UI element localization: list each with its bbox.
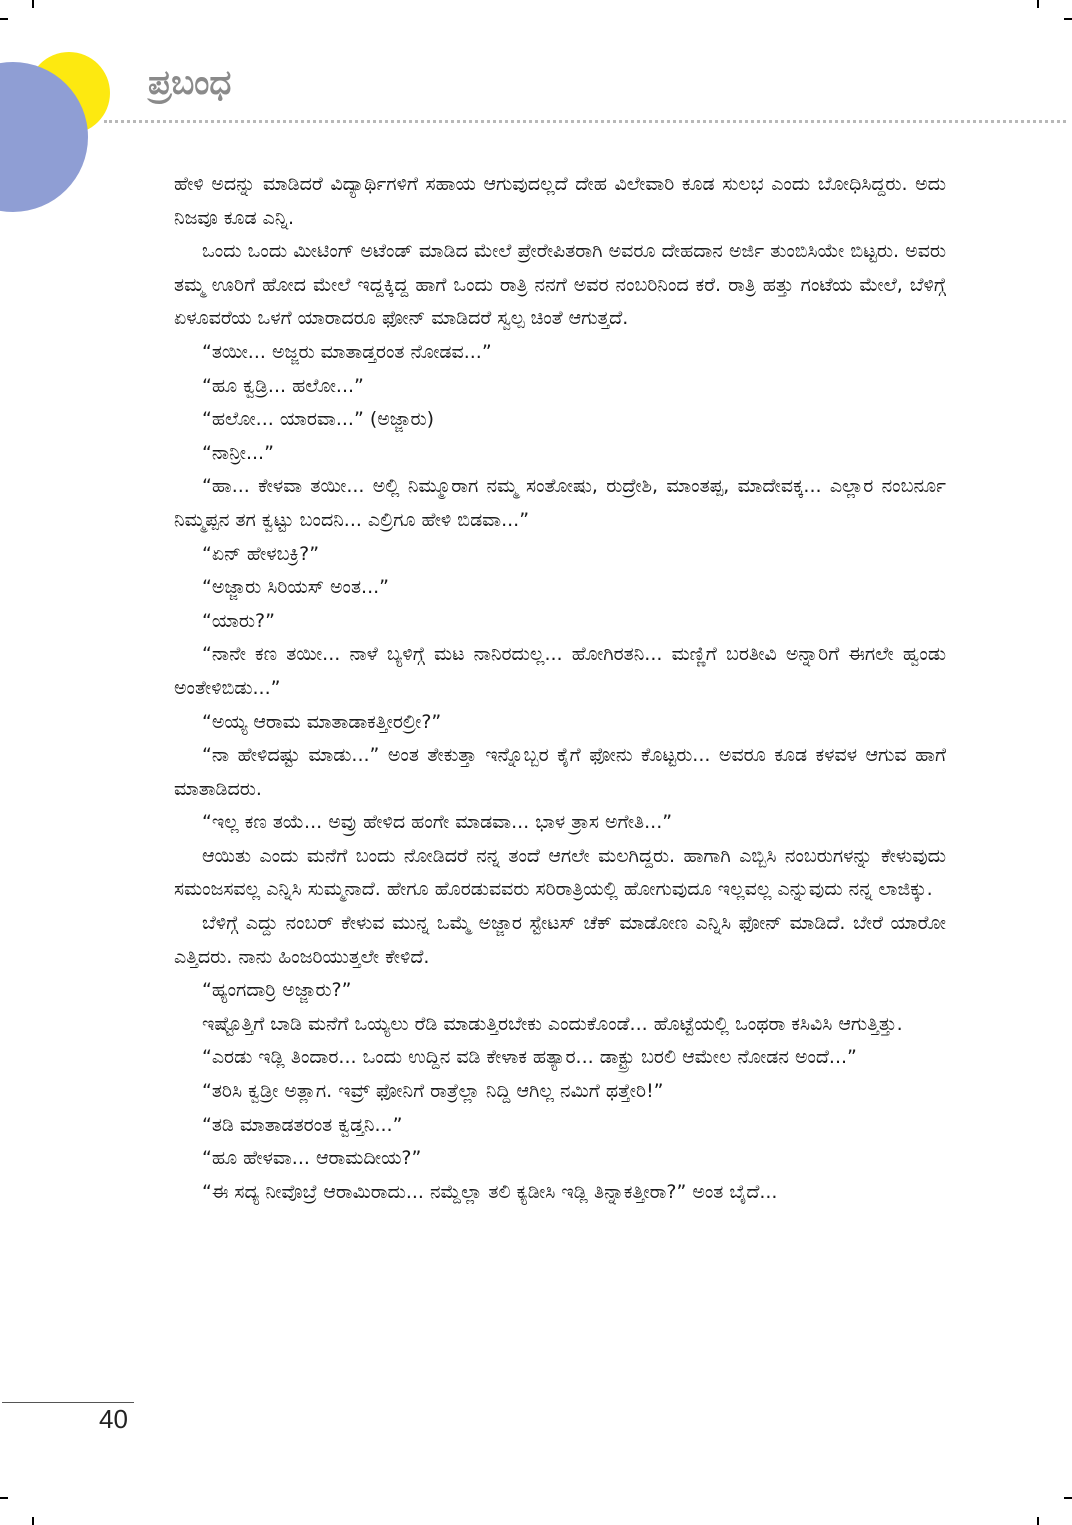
dialogue-line: “ಹಾ... ಕೇಳವಾ ತಯೀ... ಅಲ್ಲಿ ನಿಮ್ಮೂರಾಗ ನಮ್ಮ ಸಂತೋಷು, ರುದ್ರೇಶಿ, ಮಾಂತಪ್ಪ, ಮಾದೇವಕ್ಕ... ಎಲ್ಲಾರ ನಂಬರ್ನೂ ನಿಮ್ಮಪ್ಪನ ತಗ ಕ್ವಟ್ಟು ಬಂದನಿ... ಎಲ್ರಿಗೂ ಹೇಳಿ ಬಿಡವಾ...”: [174, 475, 946, 531]
crop-mark: [1037, 1517, 1039, 1525]
paragraph: ಬೆಳಿಗ್ಗೆ ಎದ್ದು ನಂಬರ್ ಕೇಳುವ ಮುನ್ನ ಒಮ್ಮೆ ಅಜ್ಜಾರ ಸ್ಟೇಟಸ್ ಚೆಕ್ ಮಾಡೋಣ ಎನ್ನಿಸಿ ಫೋನ್ ಮಾಡಿದೆ. ಬೇರೆ ಯಾರೋ ಎತ್ತಿದರು. ನಾನು ಹಿಂಜರಿಯುತ್ತಲೇ ಕೇಳಿದೆ.: [174, 912, 946, 968]
page-number: 40: [99, 1404, 128, 1434]
crop-mark: [1037, 0, 1039, 8]
article-body: [174, 168, 946, 1209]
dialogue-line: “ಅಯ್ಯ ಆರಾಮ ಮಾತಾಡಾಕತ್ತೀರಲ್ರೀ?”: [202, 710, 442, 733]
paragraph: ಆಯಿತು ಎಂದು ಮನೆಗೆ ಬಂದು ನೋಡಿದರೆ ನನ್ನ ತಂದೆ ಆಗಲೇ ಮಲಗಿದ್ದರು. ಹಾಗಾಗಿ ಎಬ್ಬಿಸಿ ನಂಬರುಗಳನ್ನು ಕೇಳುವುದು ಸಮಂಜಸವಲ್ಲ ಎನ್ನಿಸಿ ಸುಮ್ಮನಾದೆ. ಹೇಗೂ ಹೊರಡುವವರು ಸರಿರಾತ್ರಿಯಲ್ಲಿ ಹೋಗುವುದೂ ಇಲ್ಲವಲ್ಲ ಎನ್ನುವುದು ನನ್ನ ಲಾಜಿಕ್ಕು.: [174, 844, 946, 901]
decorative-circles: [0, 0, 160, 220]
dialogue-line: “ಇಲ್ಲ ಕಣ ತಯೆ... ಅವ್ರು ಹೇಳಿದ ಹಂಗೇ ಮಾಡವಾ... ಭಾಳ ತ್ರಾಸ ಅಗೇತಿ...”: [202, 811, 673, 834]
paragraph: “ನಾ ಹೇಳಿದಷ್ಟು ಮಾಡು...” ಅಂತ ತೇಕುತ್ತಾ ಇನ್ನೊಬ್ಬರ ಕೈಗೆ ಫೋನು ಕೊಟ್ಟರು... ಅವರೂ ಕೂಡ ಕಳವಳ ಆಗುವ ಹಾಗೆ ಮಾತಾಡಿದರು.: [174, 744, 946, 800]
crop-mark: [0, 1497, 8, 1499]
dialogue-line: “ತಡಿ ಮಾತಾಡತರಂತ ಕ್ವಡ್ತನಿ...”: [202, 1113, 403, 1136]
dialogue-line: “ಎರಡು ಇಡ್ಲಿ ತಿಂದಾರ... ಒಂದು ಉದ್ದಿನ ವಡಿ ಕೇಳಾಕ ಹತ್ಯಾರ... ಡಾಕ್ಟ್ರು ಬರಲಿ ಆಮೇಲ ನೋಡನ ಅಂದೆ...”: [202, 1046, 857, 1069]
paragraph: ಒಂದು ಒಂದು ಮೀಟಿಂಗ್ ಅಟೆಂಡ್ ಮಾಡಿದ ಮೇಲೆ ಪ್ರೇರೇಪಿತರಾಗಿ ಅವರೂ ದೇಹದಾನ ಅರ್ಜಿ ತುಂಬಿಸಿಯೇ ಬಿಟ್ಟರು. ಅವರು ತಮ್ಮ ಊರಿಗೆ ಹೋದ ಮೇಲೆ ಇದ್ದಕ್ಕಿದ್ದ ಹಾಗೆ ಒಂದು ರಾತ್ರಿ ನನಗೆ ಅವರ ನಂಬರಿನಿಂದ ಕರೆ. ರಾತ್ರಿ ಹತ್ತು ಗಂಟೆಯ ಮೇಲೆ, ಬೆಳಿಗ್ಗೆ ಏಳೂವರೆಯ ಒಳಗೆ ಯಾರಾದರೂ ಫೋನ್ ಮಾಡಿದರೆ ಸ್ವಲ್ಪ ಚಿಂತೆ ಆಗುತ್ತದೆ.: [174, 240, 946, 330]
header-dotted-divider: [104, 120, 1066, 123]
dialogue-line: “ಹ್ಯಂಗದಾರ್ರಿ ಅಜ್ಜಾರು?”: [202, 979, 352, 1002]
dialogue-line: “ನಾನ್ರೀ...”: [202, 441, 274, 464]
crop-mark: [1064, 18, 1072, 20]
footer-divider: [2, 1402, 134, 1403]
dialogue-line: “ಹಲೋ... ಯಾರವಾ...” (ಅಜ್ಜಾರು): [202, 408, 435, 431]
dialogue-line: “ತಯೀ... ಅಜ್ಜರು ಮಾತಾಡ್ತರಂತ ನೋಡವ...”: [202, 340, 492, 363]
dialogue-line: “ಹೂ ಕ್ವಡ್ರಿ... ಹಲೋ...”: [202, 374, 364, 397]
dialogue-line: “ಅಜ್ಜಾರು ಸಿರಿಯಸ್ ಅಂತ...”: [202, 576, 389, 599]
dialogue-line: “ಈ ಸದ್ಯ ನೀವೊಬ್ರೆ ಆರಾಮಿರಾದು... ನಮ್ದೆಲ್ಲಾ ತಲಿ ಕ್ಯಡೀಸಿ ಇಡ್ಲಿ ತಿನ್ನಾಕತ್ತೀರಾ?” ಅಂತ ಬೈದೆ...: [202, 1180, 778, 1203]
paragraph: ಇಷ್ಟೊತ್ತಿಗೆ ಬಾಡಿ ಮನೆಗೆ ಒಯ್ಯಲು ರೆಡಿ ಮಾಡುತ್ತಿರಬೇಕು ಎಂದುಕೊಂಡೆ... ಹೊಟ್ಟೆಯಲ್ಲಿ ಒಂಥರಾ ಕಸಿವಿಸಿ ಆಗುತ್ತಿತ್ತು.: [202, 1012, 903, 1035]
dialogue-line: “ತರಿಸಿ ಕ್ವಡ್ರೀ ಅತ್ಲಾಗ. ಇವ್ರ್ ಫೋನಿಗೆ ರಾತ್ರೆಲ್ಲಾ ನಿದ್ದಿ ಆಗಿಲ್ಲ ನಮಿಗೆ ಥತ್ತೇರಿ!”: [202, 1080, 664, 1103]
crop-mark: [1064, 1497, 1072, 1499]
dialogue-line: “ನಾನೇ ಕಣ ತಯೀ... ನಾಳೆ ಬ್ಯಳಿಗ್ಗೆ ಮಟ ನಾನಿರದುಲ್ಲ... ಹೋಗಿರತನಿ... ಮಣ್ಣಿಗೆ ಬರತೀವಿ ಅನ್ನಾರಿಗೆ ಈಗಲೇ ಹ್ವಂಡು ಅಂತೇಳಿಬಿಡು...”: [174, 643, 946, 699]
dialogue-line: “ಯಾರು?”: [202, 609, 275, 632]
dialogue-line: “ಏನ್ ಹೇಳಬಕ್ರಿ?”: [202, 542, 320, 565]
crop-mark: [32, 1517, 34, 1525]
dialogue-line: “ಹೂ ಹೇಳವಾ... ಆರಾಮದೀಯ?”: [202, 1147, 422, 1170]
paragraph: ಹೇಳಿ ಅದನ್ನು ಮಾಡಿದರೆ ವಿದ್ಯಾರ್ಥಿಗಳಿಗೆ ಸಹಾಯ ಆಗುವುದಲ್ಲದೆ ದೇಹ ವಿಲೇವಾರಿ ಕೂಡ ಸುಲಭ ಎಂದು ಬೋಧಿಸಿದ್ದರು. ಅದು ನಿಜವೂ ಕೂಡ ಎನ್ನಿ.: [174, 173, 946, 229]
section-title: ಪ್ರಬಂಧ: [148, 63, 232, 103]
